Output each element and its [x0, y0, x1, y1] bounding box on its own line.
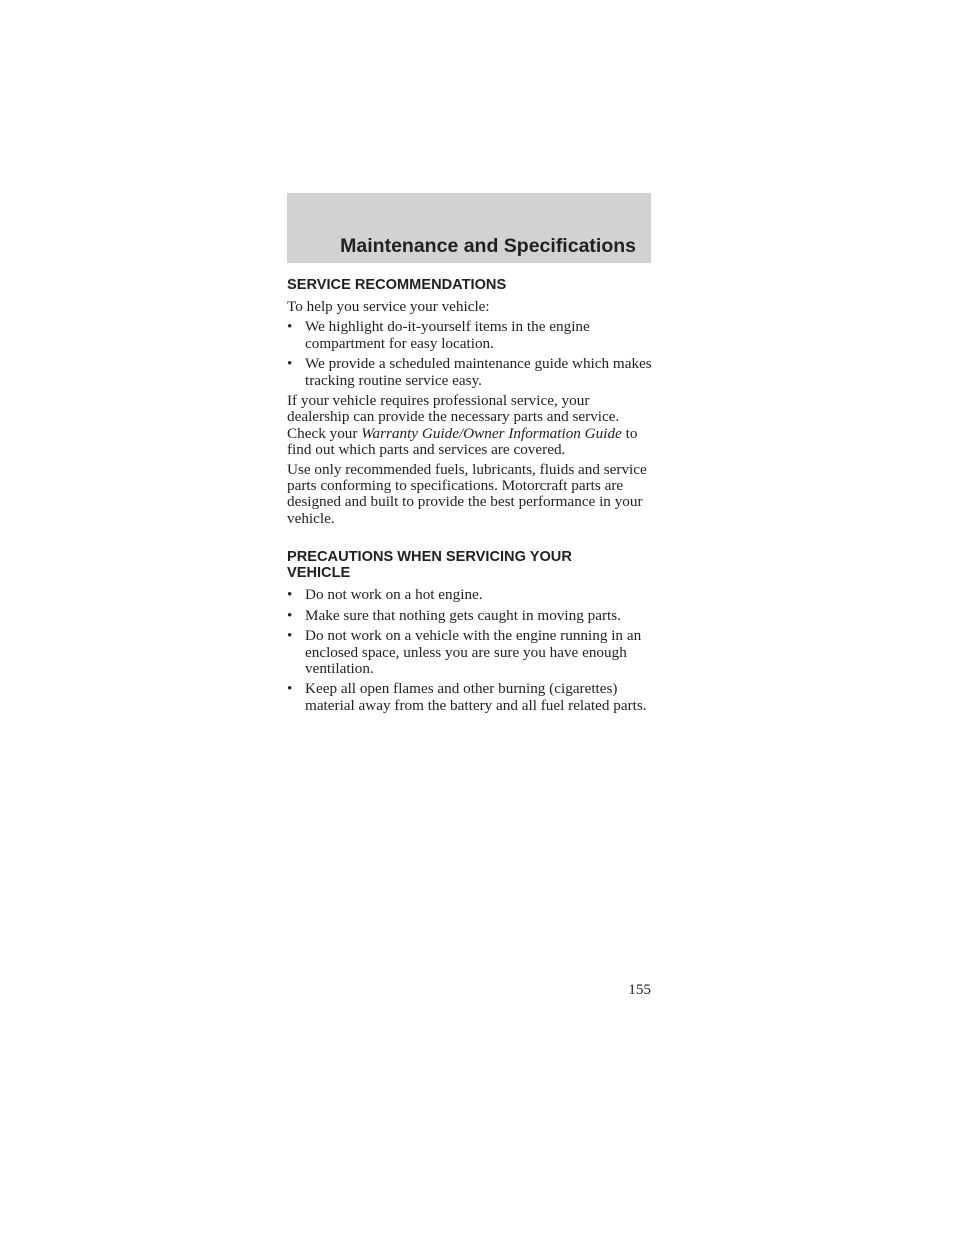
page-number: 155	[628, 981, 651, 998]
section-heading-service-recommendations: SERVICE RECOMMENDATIONS	[287, 277, 507, 293]
professional-service-paragraph	[287, 393, 653, 459]
list-item-text: We provide a scheduled maintenance guide which makes tracking routine service easy.	[305, 355, 652, 389]
list-item-text: We highlight do-it-yourself items in the engine compartment for easy location.	[305, 318, 590, 352]
precautions-bullet-list	[287, 587, 653, 714]
list-item	[287, 628, 653, 677]
paragraph-text: If your vehicle requires professional service, your dealership can provide the necessary parts and service. Check your	[287, 392, 620, 442]
intro-text: To help you service your vehicle:	[287, 298, 490, 315]
bullet-icon: •	[287, 680, 293, 698]
list-item-text: Do not work on a vehicle with the engine running in an enclosed space, unless you are sure you have enough ventilation.	[305, 627, 642, 677]
list-item	[287, 319, 653, 352]
chapter-title: Maintenance and Specifications	[340, 235, 636, 257]
list-item	[287, 608, 653, 624]
list-item	[287, 681, 653, 714]
list-item-text: Keep all open flames and other burning (cigarettes) material away from the battery and all fuel related parts.	[305, 680, 647, 714]
guide-title-italic: Warranty Guide/Owner Information Guide	[361, 424, 622, 442]
bullet-icon: •	[287, 606, 293, 624]
list-item	[287, 587, 653, 603]
bullet-icon: •	[287, 627, 293, 645]
service-bullet-list	[287, 319, 653, 389]
bullet-icon: •	[287, 318, 293, 336]
bullet-icon: •	[287, 355, 293, 373]
chapter-header-band	[287, 193, 651, 263]
recommended-parts-paragraph: Use only recommended fuels, lubricants, fluids and service parts conforming to specifications. Motorcraft parts are designed and built to provide the best performance in your vehicle.	[287, 460, 647, 527]
list-item-text: Do not work on a hot engine.	[305, 586, 483, 604]
list-item-text: Make sure that nothing gets caught in moving parts.	[305, 606, 621, 624]
paragraph-text: to find out which parts and services are covered.	[287, 424, 638, 459]
section-heading-precautions: PRECAUTIONS WHEN SERVICING YOUR VEHICLE	[287, 549, 572, 582]
page-content	[287, 277, 653, 718]
bullet-icon: •	[287, 586, 293, 604]
list-item	[287, 356, 653, 389]
